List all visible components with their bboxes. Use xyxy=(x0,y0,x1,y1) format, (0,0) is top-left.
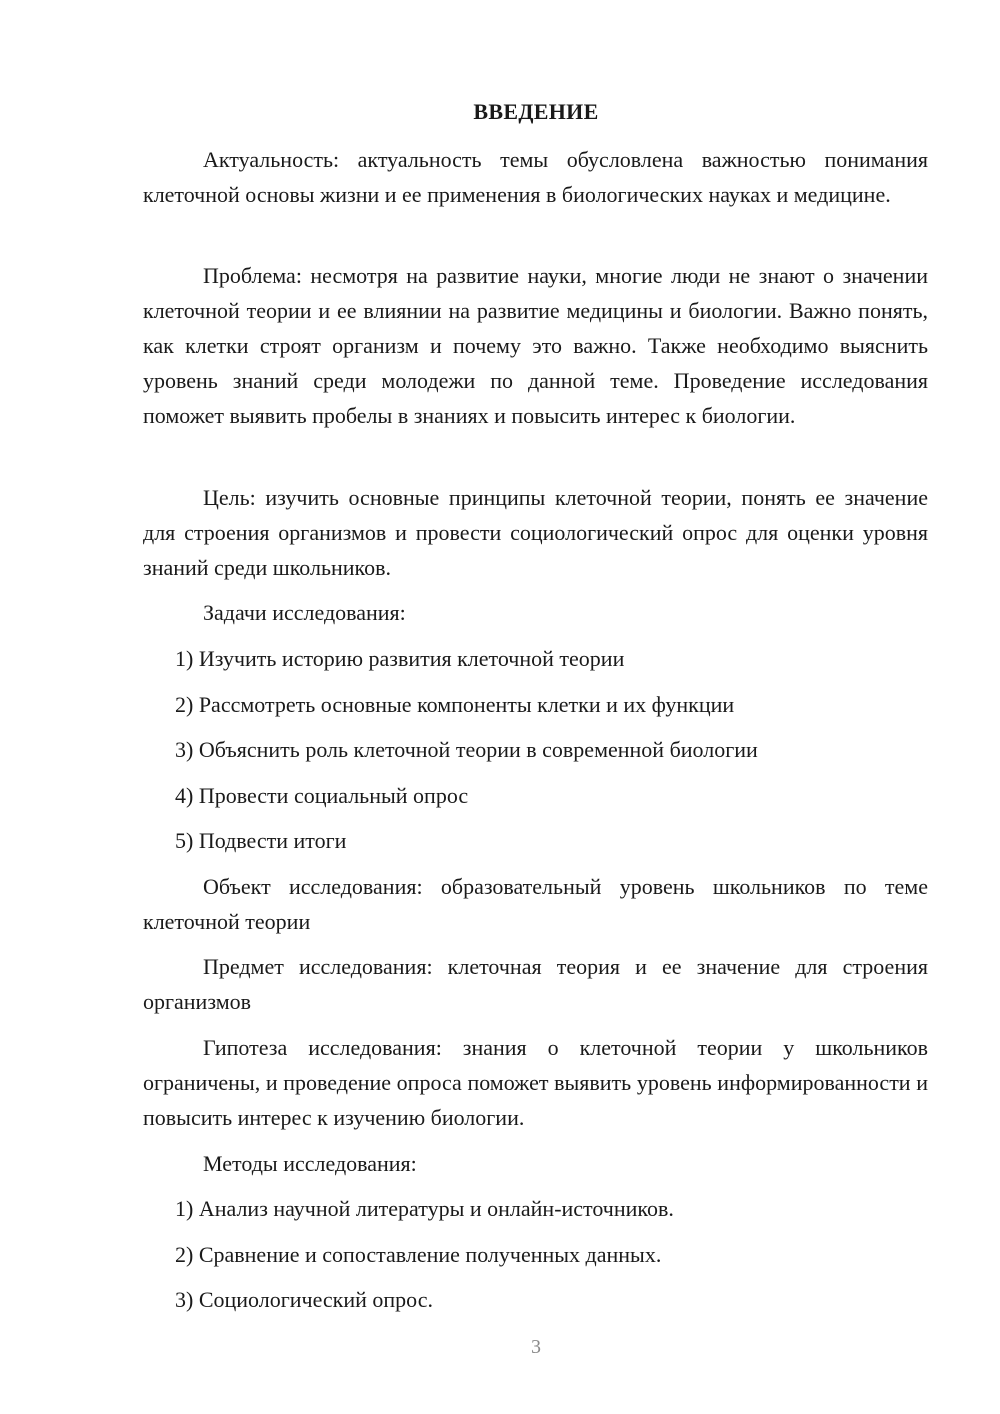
task-item: 2) Рассмотреть основные компоненты клетки и их функции xyxy=(175,692,735,717)
tasks-heading: Задачи исследования: xyxy=(203,600,406,625)
task-item: 4) Провести социальный опрос xyxy=(175,783,469,808)
goal-paragraph: Цель: изучить основные принципы клеточной теории, понять ее значение для строения организмов и провести социологический опрос для оценки уровня знаний среди школьников. xyxy=(143,485,928,580)
task-item: 5) Подвести итоги xyxy=(175,828,347,853)
problem-paragraph: Проблема: несмотря на развитие науки, многие люди не знают о значении клеточной теории и ее влиянии на развитие медицины и биологии. Важно понять, как клетки строят организм и почему это важно. Также необходимо выяснить уровень знаний среди молодежи по данной теме. Проведение исследования поможет выявить пробелы в знаниях и повысить интерес к биологии. xyxy=(143,263,928,428)
page-title: ВВЕДЕНИЕ xyxy=(473,99,599,124)
methods-heading: Методы исследования: xyxy=(203,1151,417,1176)
hypothesis-paragraph: Гипотеза исследования: знания о клеточной теории у школьников ограничены, и проведение опроса поможет выявить уровень информированности и повысить интерес к изучению биологии. xyxy=(143,1035,928,1130)
page-number: 3 xyxy=(531,1336,541,1358)
object-paragraph: Объект исследования: образовательный уровень школьников по теме клеточной теории xyxy=(143,874,928,934)
task-item: 3) Объяснить роль клеточной теории в современной биологии xyxy=(175,737,758,762)
method-item: 3) Социологический опрос. xyxy=(175,1287,433,1312)
task-item: 1) Изучить историю развития клеточной теории xyxy=(175,646,625,671)
subject-paragraph: Предмет исследования: клеточная теория и ее значение для строения организмов xyxy=(143,954,928,1014)
actuality-paragraph: Актуальность: актуальность темы обусловлена важностью понимания клеточной основы жизни и ее применения в биологических науках и медицине. xyxy=(143,147,928,207)
method-item: 2) Сравнение и сопоставление полученных данных. xyxy=(175,1242,662,1267)
method-item: 1) Анализ научной литературы и онлайн-источников. xyxy=(175,1196,674,1221)
